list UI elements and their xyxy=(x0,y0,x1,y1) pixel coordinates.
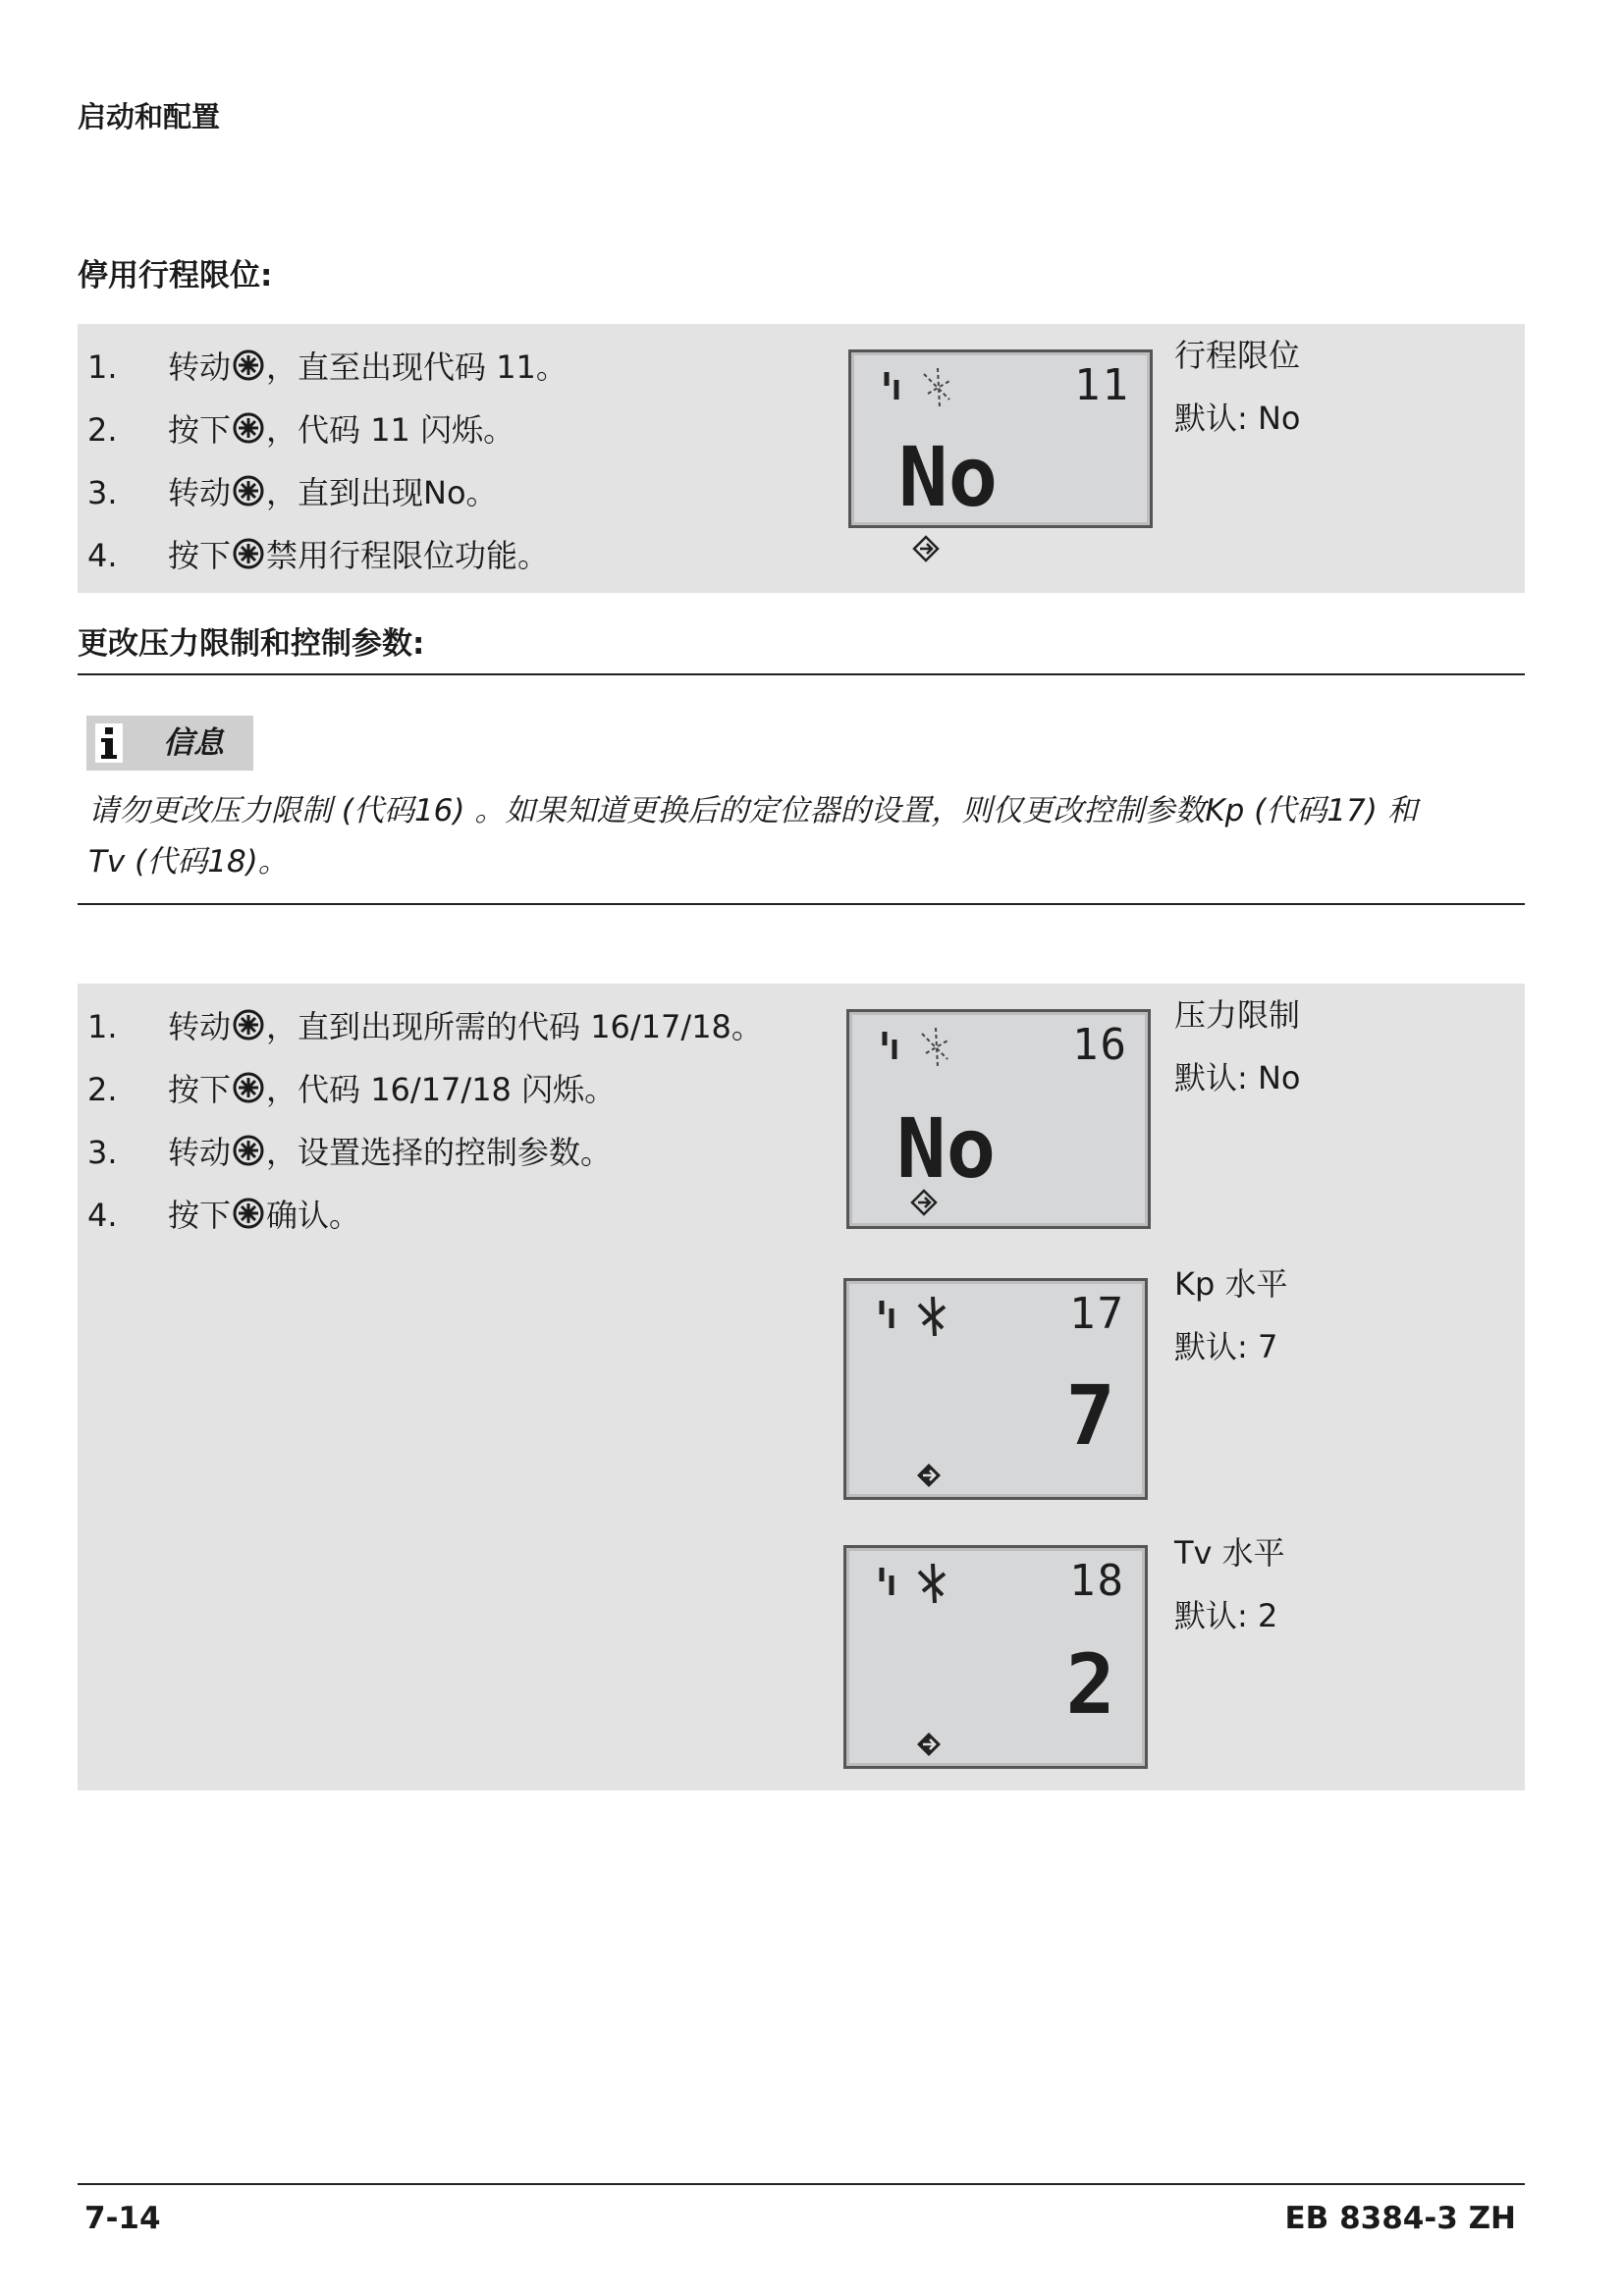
rotary-knob-icon xyxy=(233,349,264,381)
lcd-status-icons xyxy=(876,1293,974,1340)
lcd-code: 18 xyxy=(1069,1556,1125,1606)
side-default: 默认: 2 xyxy=(1174,1597,1278,1634)
step-text: 按下 ，代码 16/17/18 闪烁。 xyxy=(168,1071,617,1108)
lcd-arrow-icon xyxy=(915,1462,943,1489)
step-number: 1. xyxy=(87,348,118,386)
step-number: 4. xyxy=(87,537,118,574)
step-text: 转动 ，直到出现所需的代码 16/17/18。 xyxy=(168,1008,763,1045)
side-label: 压力限制 xyxy=(1174,996,1301,1034)
lcd-status-icons xyxy=(879,1024,977,1071)
lcd-value: 7 xyxy=(1065,1367,1115,1464)
step-number: 2. xyxy=(87,411,118,449)
lcd-arrow-icon xyxy=(912,535,940,562)
lcd-status-icons xyxy=(881,364,979,411)
panel-travel-limit xyxy=(78,324,1525,593)
info-note-line: Tv (代码18)。 xyxy=(88,844,289,880)
heading-pressure-limit: 更改压力限制和控制参数: xyxy=(78,626,425,662)
rotary-knob-icon xyxy=(233,1072,264,1103)
step-text: 转动 ，直到出现No。 xyxy=(168,474,498,511)
lcd-arrow-icon xyxy=(915,1731,943,1758)
lcd-value: 2 xyxy=(1065,1636,1115,1733)
side-default: 默认: No xyxy=(1174,400,1301,437)
lcd-display xyxy=(848,349,1153,528)
info-icon xyxy=(95,723,123,763)
side-default: 默认: No xyxy=(1174,1059,1301,1096)
divider xyxy=(78,673,1525,675)
lcd-display-18 xyxy=(843,1545,1148,1769)
panel-control-params xyxy=(78,984,1525,1790)
lcd-value: No xyxy=(898,429,999,525)
rotary-knob-icon xyxy=(233,1198,264,1229)
side-default: 默认: 7 xyxy=(1174,1328,1278,1365)
side-label: Tv 水平 xyxy=(1174,1534,1285,1572)
rotary-knob-icon xyxy=(233,1009,264,1041)
step-text: 按下 禁用行程限位功能。 xyxy=(168,537,550,574)
page-number: 7-14 xyxy=(84,2201,161,2236)
side-label: Kp 水平 xyxy=(1174,1265,1288,1303)
info-note-line: 请勿更改压力限制 (代码16) 。如果知道更换后的定位器的设置，则仅更改控制参数Kp (代码17) 和 xyxy=(88,793,1418,828)
step-number: 3. xyxy=(87,474,118,511)
step-text: 按下 ，代码 11 闪烁。 xyxy=(168,411,515,449)
divider xyxy=(78,903,1525,905)
document-id: EB 8384-3 ZH xyxy=(1284,2201,1516,2236)
rotary-knob-icon xyxy=(233,475,264,507)
lcd-code: 11 xyxy=(1074,360,1130,410)
lcd-display-16 xyxy=(846,1009,1151,1229)
rotary-knob-icon xyxy=(233,412,264,444)
rotary-knob-icon xyxy=(233,538,264,569)
info-badge xyxy=(86,716,253,771)
section-header: 启动和配置 xyxy=(78,100,221,133)
step-text: 转动 ，直至出现代码 11。 xyxy=(168,348,568,386)
lcd-status-icons xyxy=(876,1560,974,1607)
lcd-code: 17 xyxy=(1069,1289,1125,1339)
info-label: 信息 xyxy=(163,725,224,761)
heading-disable-travel-limit: 停用行程限位: xyxy=(78,258,273,294)
info-note xyxy=(88,785,1522,887)
lcd-display-17 xyxy=(843,1278,1148,1500)
side-label: 行程限位 xyxy=(1174,337,1301,374)
step-text: 按下 确认。 xyxy=(168,1197,361,1234)
lcd-value: No xyxy=(896,1100,997,1197)
lcd-arrow-icon xyxy=(910,1189,938,1216)
step-number: 4. xyxy=(87,1197,118,1234)
step-number: 1. xyxy=(87,1008,118,1045)
step-number: 2. xyxy=(87,1071,118,1108)
step-number: 3. xyxy=(87,1134,118,1171)
lcd-code: 16 xyxy=(1072,1020,1128,1070)
footer-divider xyxy=(78,2183,1525,2185)
rotary-knob-icon xyxy=(233,1135,264,1166)
step-text: 转动 ，设置选择的控制参数。 xyxy=(168,1134,613,1171)
